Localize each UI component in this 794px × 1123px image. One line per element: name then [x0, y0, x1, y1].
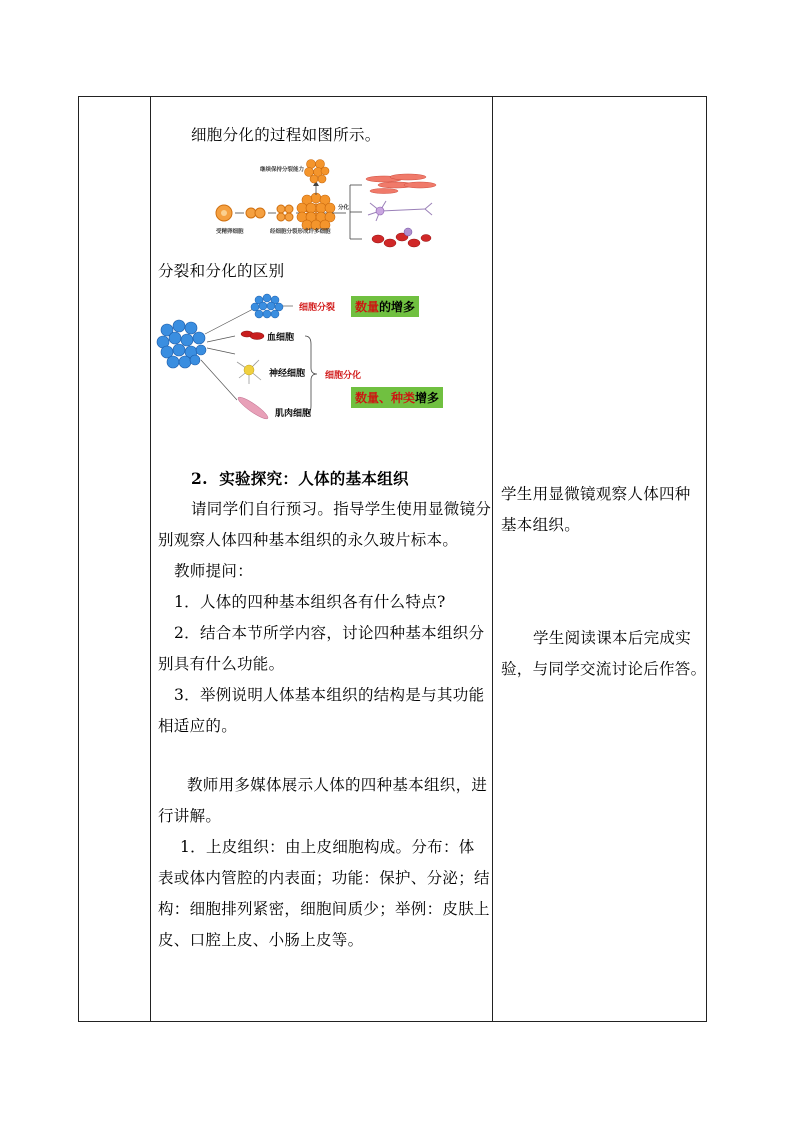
tag-increase-word: 的增多 — [379, 300, 416, 314]
text-line-4: 1．人体的四种基本组织各有什么特点? — [174, 593, 446, 611]
label-many-cells: 经细胞分裂形成许多细胞 — [270, 229, 331, 235]
text-line-5: 2．结合本节所学内容，讨论四种基本组织分 — [174, 624, 485, 642]
label-muscle-cell: 肌肉细胞 — [275, 409, 312, 419]
section-number: 2. — [191, 469, 208, 488]
text-line-11: 1．上皮组织：由上皮细胞构成。分布：体 — [180, 838, 475, 856]
text-line-3: 教师提问： — [174, 562, 254, 580]
text-line-10: 行讲解。 — [158, 807, 222, 825]
differentiation-process-figure — [210, 155, 472, 253]
section-heading — [191, 463, 409, 494]
student-activity-line-3: 学生阅读课本后完成实 — [533, 629, 692, 647]
tag-quantity-type-increase — [351, 387, 443, 408]
division-vs-differentiation-figure — [155, 288, 460, 430]
student-activity-line-4: 验，与同学交流讨论后作答。 — [501, 660, 707, 678]
label-cell-division: 细胞分裂 — [299, 303, 336, 313]
table-left-border — [78, 96, 79, 1022]
label-keeps-dividing: 继续保持分裂能力 — [260, 167, 305, 173]
label-zygote: 受精卵细胞 — [216, 229, 244, 235]
text-line-2: 别观察人体四种基本组织的永久玻片标本。 — [158, 531, 459, 549]
table-bottom-border — [78, 1021, 707, 1022]
tag-quantity-increase — [351, 296, 419, 317]
label-cell-differentiation: 细胞分化 — [325, 371, 362, 381]
column-divider-2 — [492, 96, 493, 1022]
section-title: 实验探究：人体的基本组织 — [219, 469, 409, 488]
label-differentiation: 分化 — [338, 205, 350, 211]
student-activity-line-1: 学生用显微镜观察人体四种 — [501, 485, 691, 503]
text-line-9: 教师用多媒体展示人体的四种基本组织，进 — [187, 776, 488, 794]
paragraph-differentiation-intro: 细胞分化的过程如图所示。 — [191, 126, 381, 144]
text-line-12: 表或体内管腔的内表面；功能：保护、分泌；结 — [158, 869, 490, 887]
text-line-13: 构：细胞排列紧密，细胞间质少；举例：皮肤上 — [158, 900, 490, 918]
label-nerve-cell: 神经细胞 — [269, 369, 306, 379]
text-line-8: 相适应的。 — [158, 717, 238, 735]
tag-increase-word-2: 增多 — [415, 391, 440, 405]
student-activity-line-2: 基本组织。 — [501, 516, 581, 534]
tag-quantity-type-word: 数量、种类 — [355, 391, 416, 405]
text-line-7: 3．举例说明人体基本组织的结构是与其功能 — [174, 686, 485, 704]
paragraph-division-vs-differentiation: 分裂和分化的区别 — [158, 262, 285, 280]
text-line-14: 皮、口腔上皮、小肠上皮等。 — [158, 931, 364, 949]
text-line-6: 别具有什么功能。 — [158, 655, 285, 673]
tag-quantity-word: 数量 — [355, 300, 380, 314]
text-line-1: 请同学们自行预习。指导学生使用显微镜分 — [191, 500, 492, 518]
label-blood-cell: 血细胞 — [267, 333, 295, 343]
table-top-border — [78, 96, 707, 97]
column-divider-1 — [150, 96, 151, 1022]
table-right-border — [706, 96, 707, 1022]
